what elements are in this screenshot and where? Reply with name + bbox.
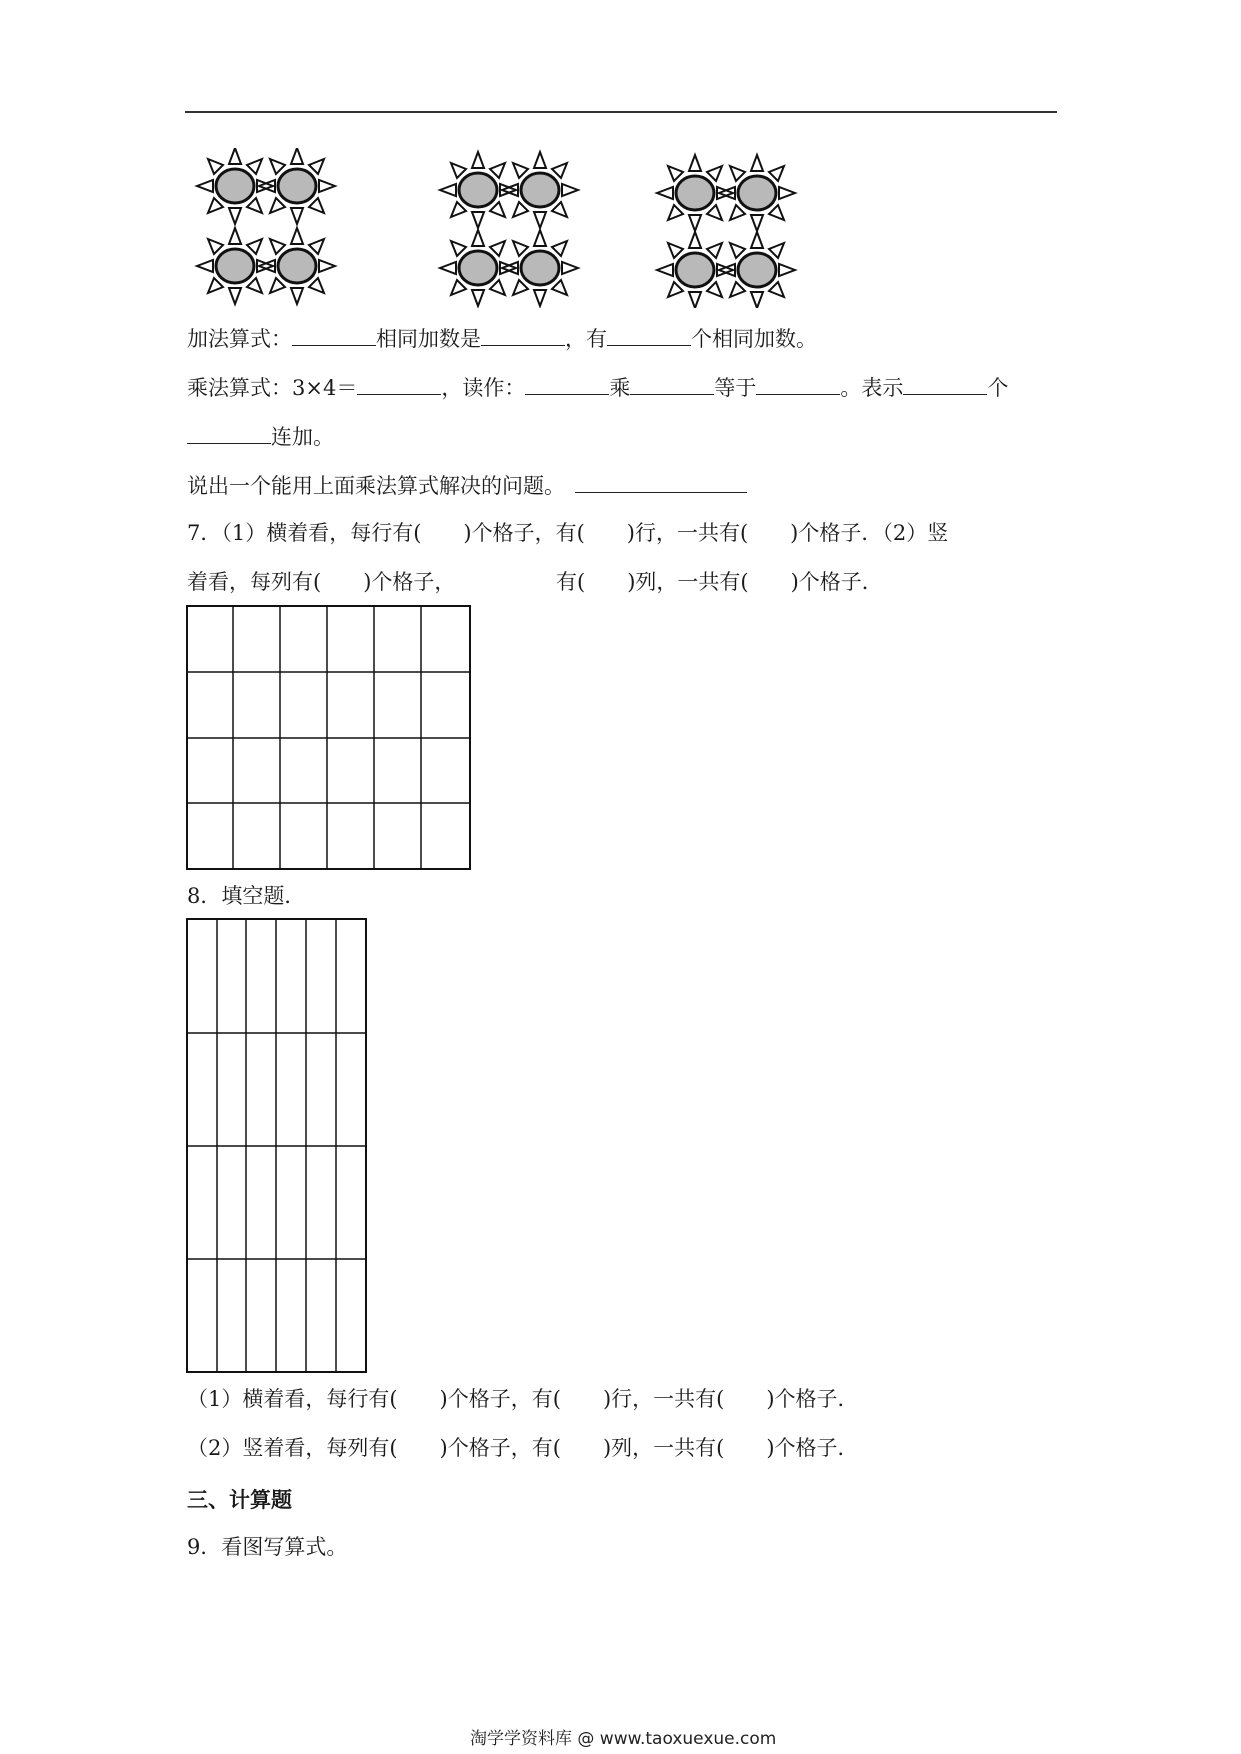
q8-title: 8．填空题． (187, 884, 306, 908)
q8-grid (186, 918, 368, 1374)
blank[interactable] (903, 372, 987, 395)
sun-group-1 (197, 148, 335, 304)
blank[interactable] (575, 470, 747, 493)
blank[interactable] (756, 372, 840, 395)
blank[interactable] (292, 323, 376, 346)
sun-group-3 (657, 155, 795, 308)
q7-grid (186, 605, 472, 871)
header-rule (185, 111, 1057, 113)
q7-line2b: 有( )列，一共有( )个格子． (556, 570, 883, 594)
q8-sub2: （2）竖着看，每列有( )个格子，有( )列，一共有( )个格子． (187, 1436, 859, 1460)
q7-line2a: 着看，每列有( )个格子， (187, 570, 456, 594)
blank[interactable] (525, 372, 609, 395)
q7-line1: 7．（1）横着看，每行有( )个格子，有( )行，一共有( )个格子．（2）竖 (187, 521, 949, 545)
q9-title: 9．看图写算式。 (187, 1535, 348, 1559)
blank[interactable] (187, 421, 271, 444)
multiplication-line: 乘法算式：3×4＝ ，读作： 乘 等于 。表示 个 (187, 372, 1008, 402)
multiplication-line-2: 连加。 (187, 421, 334, 451)
sun-group-2 (440, 152, 578, 306)
q8-sub1: （1）横着看，每行有( )个格子，有( )行，一共有( )个格子． (187, 1387, 859, 1411)
suns-illustration (190, 148, 830, 308)
blank[interactable] (481, 323, 565, 346)
blank[interactable] (630, 372, 714, 395)
blank[interactable] (607, 323, 691, 346)
section-heading: 三、计算题 (187, 1488, 292, 1512)
blank[interactable] (357, 372, 441, 395)
problem-prompt: 说出一个能用上面乘法算式解决的问题。 (187, 470, 747, 500)
addition-line: 加法算式： 相同加数是 ，有 个相同加数。 (187, 323, 817, 353)
footer-watermark: 淘学学资料库 @ www.taoxuexue.com (470, 1729, 777, 1749)
